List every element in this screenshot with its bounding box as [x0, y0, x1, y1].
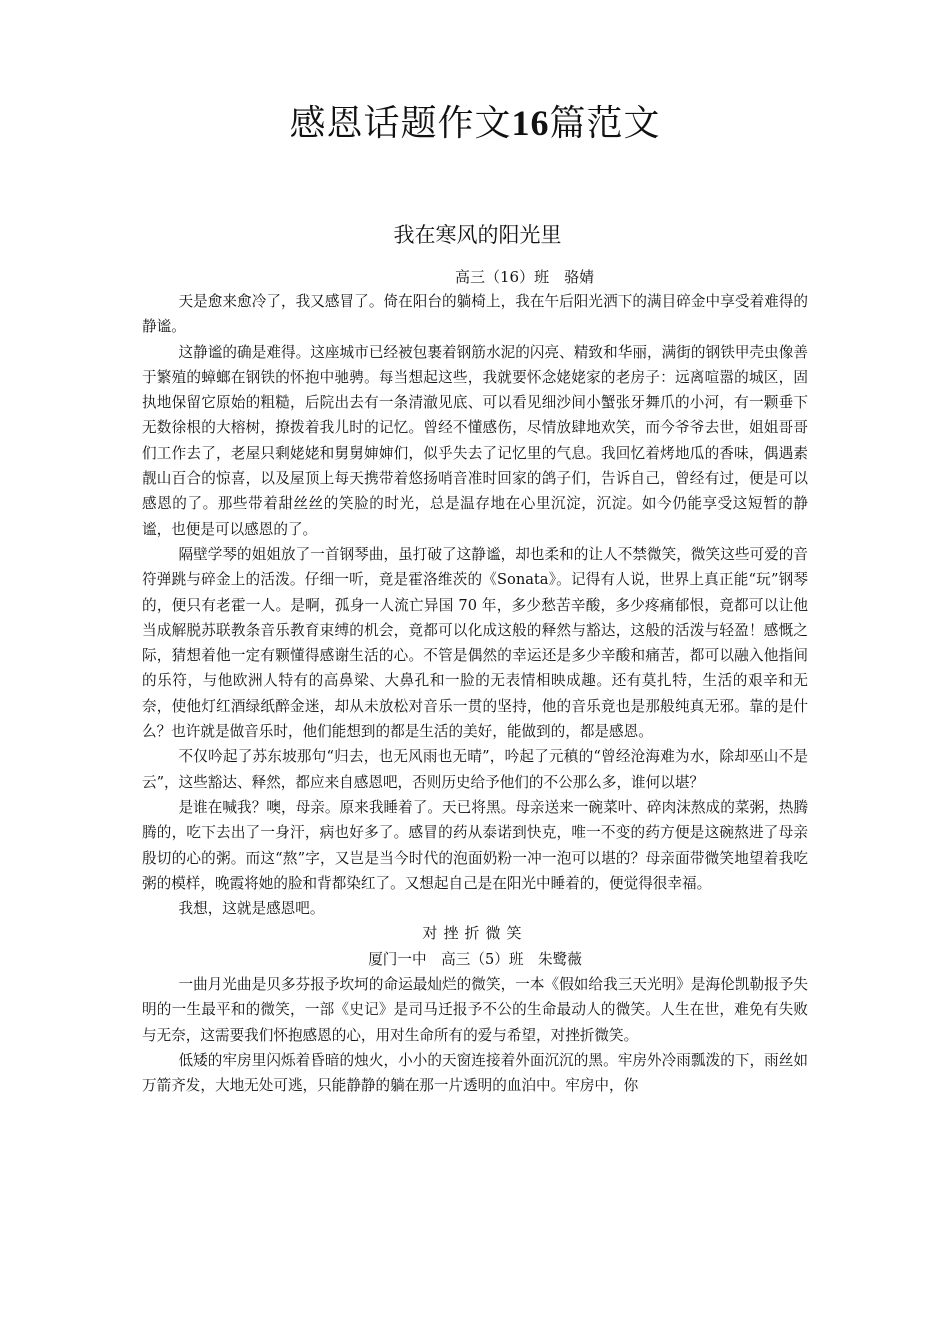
essay-2-paragraph-1: 一曲月光曲是贝多芬报予坎坷的命运最灿烂的微笑，一本《假如给我三天光明》是海伦凯勒报予失明的一生最平和的微笑，一部《史记》是司马迁报予不公的生命最动人的微笑。人生在世，难免有失败与无奈，这需要我们怀抱感恩的心，用对生命所有的爱与希望，对挫折微笑。	[142, 976, 808, 1044]
essay-2-title: 对挫折微笑	[422, 924, 528, 943]
essay-1-paragraph-6: 我想，这就是感恩吧。	[178, 900, 325, 918]
essay-2-paragraph-2: 低矮的牢房里闪烁着昏暗的烛火，小小的天窗连接着外面沉沉的黑。牢房外冷雨瓢泼的下，雨丝如万箭齐发，大地无处可逃，只能静静的躺在那一片透明的血泊中。牢房中，你	[142, 1051, 808, 1095]
document-title-prefix: 感恩话题作文	[289, 103, 512, 144]
essay-1-title: 我在寒风的阳光里	[393, 223, 562, 247]
document-title-suffix: 篇范文	[549, 103, 661, 144]
essay-2-author: 厦门一中 高三（5）班 朱鹭薇	[368, 950, 582, 968]
essay-1-paragraph-5: 是谁在喊我？噢，母亲。原来我睡着了。天已将黑。母亲送来一碗菜叶、碎肉沫熬成的菜粥，热腾腾的，吃下去出了一身汗，病也好多了。感冒的药从泰诺到快克，唯一不变的药方便是这碗熬进了母亲殷切的心的粥。而这“熬”字，又岂是当今时代的泡面奶粉一冲一泡可以堪的？母亲面带微笑地望着我吃粥的模样，晚霞将她的脸和背都染红了。又想起自己是在阳光中睡着的，便觉得很幸福。	[142, 798, 808, 892]
essay-1-paragraph-2: 这静谧的确是难得。这座城市已经被包裹着钢筋水泥的闪亮、精致和华丽，满街的钢铁甲壳虫像善于繁殖的蟑螂在钢铁的怀抱中驰骋。每当想起这些，我就要怀念姥姥家的老房子：远离喧嚣的城区，固执地保留它原始的粗糙，后院出去有一条清澈见底、可以看见细沙间小蟹张牙舞爪的小河，有一颗垂下无数徐根的大榕树，撩拨着我儿时的记忆。曾经不懂感伤，尽情放肆地欢笑，而今爷爷去世，姐姐哥哥们工作去了，老屋只剩姥姥和舅舅婶婶们，似乎失去了记忆里的气息。我回忆着烤地瓜的香味，偶遇素靓山百合的惊喜，以及屋顶上每天携带着悠扬哨音准时回家的鸽子们，告诉自己，曾经有过，便是可以感恩的了。那些带着甜丝丝的笑脸的时光，总是温存地在心里沉淀，沉淀。如今仍能享受这短暂的静谧，也便是可以感恩的了。	[142, 343, 808, 538]
essay-1-paragraph-1: 天是愈来愈冷了，我又感冒了。倚在阳台的躺椅上，我在午后阳光洒下的满目碎金中享受着难得的静谧。	[142, 293, 808, 336]
document-title-number: 16	[511, 103, 550, 143]
essay-1-author: 高三（16）班 骆婧	[455, 268, 595, 286]
essay-1-paragraph-4: 不仅吟起了苏东坡那句“归去，也无风雨也无晴”，吟起了元稹的“曾经沧海难为水，除却巫山不是云”，这些豁达、释然，都应来自感恩吧，否则历史给予他们的不公那么多，谁何以堪？	[142, 748, 808, 791]
document-title	[0, 95, 950, 152]
essay-1-paragraph-3: 隔壁学琴的姐姐放了一首钢琴曲，虽打破了这静谧，却也柔和的让人不禁微笑，微笑这些可爱的音符弹跳与碎金上的活泼。仔细一听，竟是霍洛维茨的《Sonata》。记得有人说，世界上真正能“玩”钢琴的，便只有老霍一人。是啊，孤身一人流亡异国 70 年，多少愁苦辛酸，多少疼痛郁恨，竟都可以让他当成解脱苏联教条音乐教育束缚的机会，竟都可以化成这般的释然与豁达，这般的活泼与轻盈！感慨之际，猜想着他一定有颗懂得感谢生活的心。不管是偶然的幸运还是多少辛酸和痛苦，都可以融入他指间的乐符，与他欧洲人特有的高鼻梁、大鼻孔和一脸的无表情相映成趣。还有莫扎特，生活的艰辛和无奈，使他灯红酒绿纸醉金迷，却从未放松对音乐一贯的坚持，他的音乐竟也是那般纯真无邪。靠的是什么？也许就是做音乐时，他们能想到的都是生活的美好，能做到的，都是感恩。	[142, 545, 808, 741]
document-body	[142, 289, 808, 1099]
